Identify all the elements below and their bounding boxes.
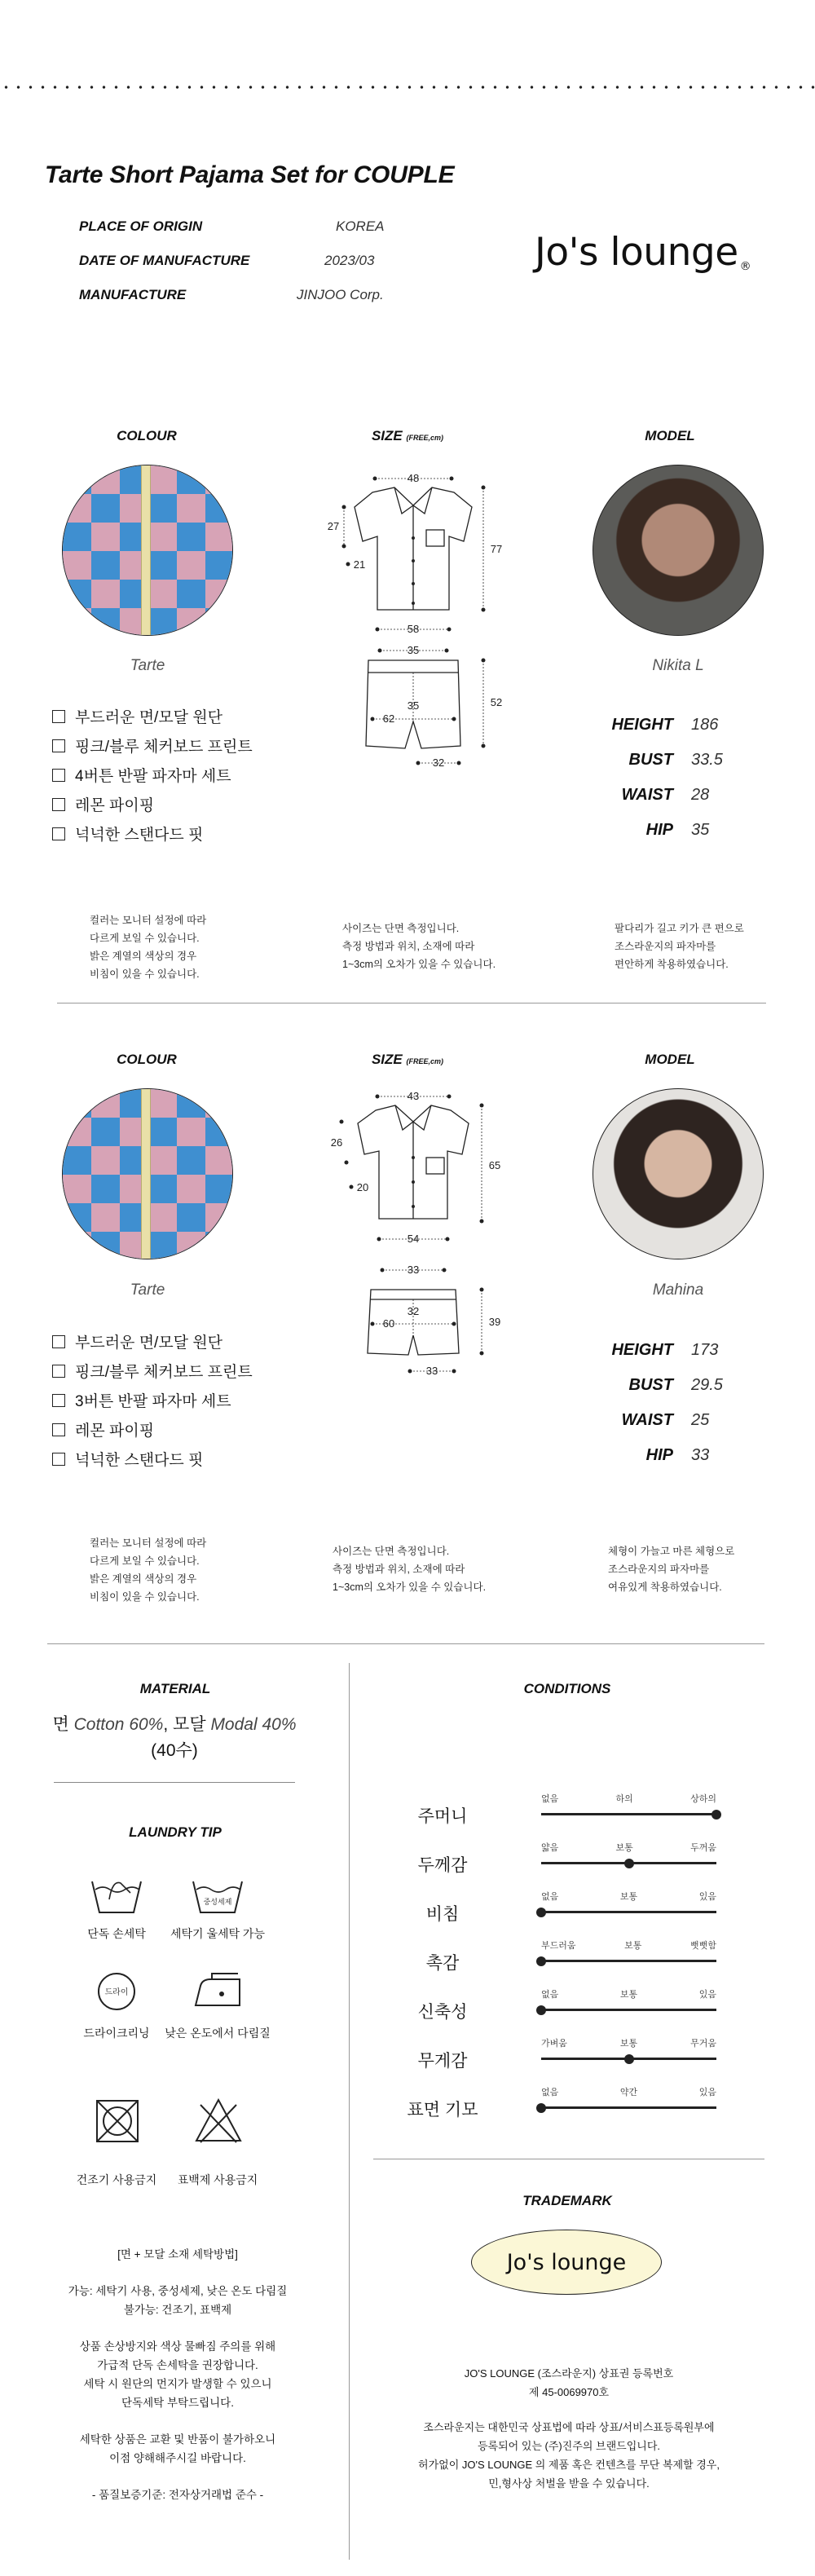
condition-label: 무게감 — [417, 2052, 468, 2071]
list-item: 넉넉한 스탠다드 핏 — [52, 1446, 253, 1475]
list-item: 넉넉한 스탠다드 핏 — [52, 821, 253, 850]
model-photo — [593, 1088, 764, 1259]
laundry-label: 낮은 온도에서 다림질 — [165, 2027, 271, 2040]
list-item: 레몬 파이핑 — [52, 1417, 253, 1446]
bottom-hip-label: 60 — [382, 1317, 395, 1330]
scale-option: 가벼움 — [541, 2039, 567, 2049]
scale-option: 있음 — [698, 1892, 716, 1902]
section-divider — [47, 1643, 764, 1644]
brand-logo: Jo's lounge ® — [535, 230, 751, 275]
condition-label: 표면 기모 — [407, 2101, 478, 2119]
top-width-label: 48 — [407, 472, 420, 484]
feature-list — [52, 1329, 253, 1475]
trademark-heading: TRADEMARK — [522, 2193, 612, 2208]
size-note: 사이즈는 단면 측정입니다. 측정 방법과 위치, 소재에 따라 1~3cm의 오차가 있을 수 있습니다. — [333, 1546, 487, 1593]
trademark-logo: Jo's lounge — [471, 2230, 662, 2295]
condition-scale — [541, 1987, 716, 2011]
scale-track — [541, 1813, 716, 1815]
condition-label: 두께감 — [417, 1856, 468, 1875]
model-measurements: HEIGHT 173 BUST 29.5 WAIST 25 HIP 33 — [611, 1341, 723, 1464]
scale-option: 없음 — [541, 2088, 559, 2097]
hand-wash-icon — [88, 1872, 145, 1917]
care-instructions: [면 + 모달 소재 세탁방법] 가능: 세탁기 사용, 중성세제, 낮은 온도 다림질 불가능: 건조기, 표백제 상품 손상방지와 색상 물빠짐 주의를 위해 가급적 단독 손세탁을 권장합니다. 세탁 시 원단의 먼지가 발생할 수 있으니 단독세탁 부탁드립니다. 세탁한 상품은 교환 및 반품이 불가하오니 이점 양해해주시길 바랍니다. - 품질보증기준: 전자상거래법 준수 - — [68, 2248, 288, 2501]
bottom-hip-label: 62 — [382, 712, 395, 725]
size-diagram-men — [322, 457, 509, 791]
scale-track — [541, 1911, 716, 1913]
condition-scale — [541, 1939, 716, 1962]
material-heading: MATERIAL — [139, 1681, 211, 1696]
scale-marker — [624, 1859, 634, 1868]
bottom-length-label: 39 — [488, 1316, 501, 1328]
scale-marker — [624, 2054, 634, 2064]
scale-option: 부드러움 — [541, 1941, 576, 1951]
conditions-heading: CONDITIONS — [523, 1681, 611, 1696]
top-length-label: 77 — [490, 543, 503, 555]
list-item: 부드러운 면/모달 원단 — [52, 1329, 253, 1358]
svg-text:드라이: 드라이 — [104, 1988, 129, 1997]
no-bleach-icon — [194, 2097, 243, 2144]
trademark-registration: JO'S LOUNGE (조스라운지) 상표권 등록번호 제 45-0069970호 조스라운지는 대한민국 상표법에 따라 상표/서비스표등록원부에 등록되어 있는 (주)진주의 브랜드입니다. 허가없이 JO'S LOUNGE 의 제품 혹은 컨텐츠를 무단 복제할 경우, 민,형사상 처벌을 받을 수 있습니다. — [418, 2367, 720, 2490]
material-divider — [54, 1782, 295, 1783]
laundry-heading: LAUNDRY TIP — [129, 1824, 222, 1840]
colour-heading: COLOUR — [117, 428, 177, 443]
scale-marker — [536, 1908, 546, 1917]
condition-scale — [541, 2085, 716, 2109]
material-composition: 면 Cotton 60%, 모달 Modal 40% (40수) — [52, 1715, 297, 1760]
neutral-detergent-icon — [189, 1872, 246, 1917]
scale-marker — [711, 1810, 721, 1820]
bottom-waist-label: 33 — [407, 1264, 420, 1276]
size-note: 사이즈는 단면 측정입니다. 측정 방법과 위치, 소재에 따라 1~3cm의 오차가 있을 수 있습니다. — [342, 923, 496, 970]
info-value-date: 2023/03 — [324, 253, 375, 268]
condition-scale — [541, 1890, 716, 1913]
condition-label: 주머니 — [417, 1807, 468, 1826]
list-item: 부드러운 면/모달 원단 — [52, 704, 253, 733]
scale-option: 상하의 — [690, 1794, 716, 1804]
top-cuff-label: 21 — [353, 558, 366, 571]
colour-swatch — [62, 465, 233, 636]
list-item: 핑크/블루 체커보드 프린트 — [52, 1358, 253, 1387]
scale-option: 보통 — [619, 1990, 638, 2000]
bottom-waist-label: 35 — [407, 644, 420, 656]
laundry-label: 건조기 사용금지 — [76, 2173, 157, 2186]
model-photo — [593, 465, 764, 636]
scale-option: 보통 — [619, 2039, 638, 2049]
condition-scale — [541, 2036, 716, 2060]
colour-note: 컬러는 모니터 설정에 따라 다르게 보일 수 있습니다. 밝은 계열의 색상의 경우 비침이 있을 수 있습니다. — [90, 1537, 207, 1603]
laundry-label: 세탁기 울세탁 가능 — [170, 1927, 265, 1940]
model-name: Mahina — [652, 1281, 704, 1299]
condition-label: 신축성 — [417, 2003, 468, 2022]
model-name: Nikita L — [652, 657, 704, 674]
scale-option: 하의 — [615, 1794, 633, 1804]
top-hem-label: 58 — [407, 623, 420, 635]
condition-scale — [541, 1792, 716, 1815]
scale-track — [541, 2058, 716, 2060]
info-label-date: DATE OF MANUFACTURE — [79, 253, 250, 268]
scale-track — [541, 2106, 716, 2109]
condition-label: 촉감 — [425, 1954, 460, 1973]
bottom-rise-label: 32 — [407, 1305, 420, 1317]
condition-label: 비침 — [425, 1905, 460, 1924]
laundry-label: 드라이크리닝 — [83, 2027, 150, 2040]
top-cuff-label: 20 — [356, 1181, 369, 1193]
size-heading: SIZE (FREE,cm) — [371, 428, 444, 443]
bottom-length-label: 52 — [490, 696, 503, 708]
scale-track — [541, 2009, 716, 2011]
scale-marker — [536, 2005, 546, 2015]
scale-option: 얇음 — [541, 1843, 559, 1853]
scale-marker — [536, 2103, 546, 2113]
info-label-manufacture: MANUFACTURE — [79, 287, 187, 302]
model-note: 팔다리가 길고 키가 큰 편으로 조스라운지의 파자마를 편안하게 착용하였습니다. — [615, 923, 744, 970]
top-width-label: 43 — [407, 1090, 420, 1102]
info-label-origin: PLACE OF ORIGIN — [79, 218, 203, 234]
laundry-label: 표백제 사용금지 — [177, 2173, 258, 2186]
model-heading: MODEL — [645, 428, 695, 443]
top-sleeve-label: 26 — [330, 1136, 343, 1149]
list-item: 4버튼 반팔 파자마 세트 — [52, 762, 253, 792]
size-diagram-women — [322, 1076, 509, 1386]
laundry-label: 단독 손세탁 — [87, 1927, 146, 1940]
colour-name: Tarte — [130, 657, 165, 674]
condition-scale — [541, 1841, 716, 1864]
info-value-origin: KOREA — [336, 218, 385, 234]
no-tumble-dry-icon — [95, 2098, 140, 2144]
colour-heading: COLOUR — [117, 1052, 177, 1067]
dotted-divider — [0, 85, 815, 90]
model-note: 체형이 가늘고 마른 체형으로 조스라운지의 파자마를 여유있게 착용하였습니다. — [608, 1546, 735, 1593]
top-sleeve-label: 27 — [327, 520, 340, 532]
svg-text:중성세제: 중성세제 — [203, 1898, 232, 1906]
scale-option: 뻣뻣함 — [690, 1941, 716, 1951]
scale-option: 두꺼움 — [690, 1843, 716, 1853]
colour-note: 컬러는 모니터 설정에 따라 다르게 보일 수 있습니다. 밝은 계열의 색상의 경우 비침이 있을 수 있습니다. — [90, 915, 207, 980]
model-heading: MODEL — [645, 1052, 695, 1067]
info-value-manufacture: JINJOO Corp. — [297, 287, 384, 302]
size-heading: SIZE (FREE,cm) — [371, 1052, 444, 1067]
dry-clean-icon — [96, 1971, 137, 2012]
scale-option: 있음 — [698, 2088, 716, 2097]
scale-option: 보통 — [619, 1892, 638, 1902]
colour-name: Tarte — [130, 1281, 165, 1299]
scale-option: 없음 — [541, 1794, 559, 1804]
list-item: 레몬 파이핑 — [52, 792, 253, 821]
iron-low-icon — [189, 1971, 246, 2012]
list-item: 핑크/블루 체커보드 프린트 — [52, 733, 253, 762]
scale-option: 없음 — [541, 1892, 559, 1902]
bottom-rise-label: 35 — [407, 699, 420, 712]
colour-swatch — [62, 1088, 233, 1259]
top-length-label: 65 — [488, 1159, 501, 1171]
feature-list — [52, 704, 253, 850]
scale-track — [541, 1960, 716, 1962]
bottom-leg-label: 32 — [432, 756, 445, 769]
model-measurements: HEIGHT 186 BUST 33.5 WAIST 28 HIP 35 — [611, 716, 723, 839]
top-hem-label: 54 — [407, 1233, 420, 1245]
scale-option: 없음 — [541, 1990, 559, 2000]
scale-option: 무거움 — [690, 2039, 716, 2049]
scale-option: 있음 — [698, 1990, 716, 2000]
scale-track — [541, 1862, 716, 1864]
scale-marker — [536, 1956, 546, 1966]
bottom-leg-label: 33 — [425, 1365, 438, 1377]
list-item: 3버튼 반팔 파자마 세트 — [52, 1387, 253, 1417]
scale-option: 보통 — [615, 1843, 633, 1853]
scale-option: 약간 — [619, 2088, 638, 2097]
scale-option: 보통 — [624, 1941, 642, 1951]
page-title: Tarte Short Pajama Set for COUPLE — [45, 161, 455, 188]
